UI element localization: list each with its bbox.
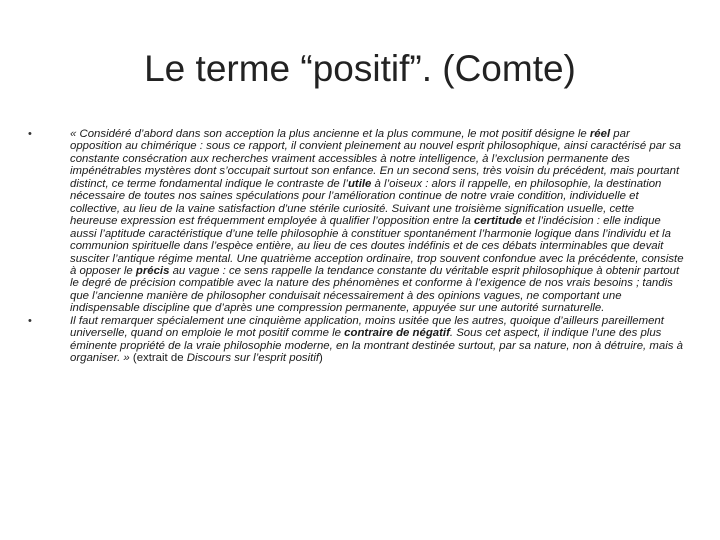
emphasis-utile: utile (347, 177, 372, 190)
emphasis-certitude: certitude (473, 215, 523, 228)
source-prefix: (extrait de (129, 352, 187, 365)
source-title: Discours sur l’esprit positif (186, 352, 320, 365)
bullet-list (28, 128, 684, 365)
emphasis-contraire-de-negatif: contraire de négatif (344, 327, 450, 340)
bullet-item-1 (28, 128, 684, 315)
source-suffix: ) (319, 352, 323, 365)
text-run: à l’oiseux : alors il rappelle, en philosophie, la destination nécessaire de toutes nos saines spéculations pour l’amélioration continue de notre vraie condition, individuelle et collective, au lieu de la vaine satisfaction d’une stérile curiosité. Suivant une troisième signification usuelle, cette heureuse expression est fréquemment employée à qualifier l’opposition entre la (70, 177, 662, 228)
text-run: « Considéré d’abord dans son acception la plus ancienne et la plus commune, le mot positif désigne le (70, 128, 590, 140)
bullet-marker: • (28, 314, 32, 327)
text-run: par opposition au chimérique : sous ce rapport, il convient pleinement au nouvel esprit philosophique, ainsi caractérisé par sa constante consécration aux recherches vraiment accessibles à notre intelligence, à l’exclusion permanente des impénétrables mystères dont s’occupait surtout son enfance. En un second sens, très voisin du précédent, mais pourtant distinct, ce terme fondamental indique le contraste de l’ (70, 128, 682, 190)
emphasis-precis: précis (135, 264, 170, 277)
bullet-text-1 (70, 128, 684, 315)
text-run: au vague : ce sens rappelle la tendance constante du véritable esprit philosophique à obtenir partout le degré de précision compatible avec la nature des phénomènes et conforme à l’exigence de nos vrais besoins ; tandis que l’ancienne manière de philosopher conduisait nécessairement à des opinions vagues, ne comportant une indispensable discipline que d’après une compression permanente, appuyée sur une autorité surnaturelle. (70, 264, 680, 315)
bullet-marker: • (28, 128, 32, 140)
text-run: et l’indécision : elle indique aussi l’aptitude caractéristique d’une telle philosophie à constituer spontanément l’harmonie logique dans l’individu et la communion spirituelle dans l’espèce entière, au lieu de ces doutes indéfinis et de ces débats interminables que devait susciter l’antique régime mental. Une quatrième acception ordinaire, trop souvent confondue avec la précédente, consiste à opposer le (70, 215, 684, 277)
bullet-item-2 (28, 315, 684, 365)
bullet-text-2 (70, 315, 684, 365)
slide-title: Le terme “positif”. (Comte) (144, 48, 576, 89)
text-run: Il faut remarquer spécialement une cinquième application, moins usitée que les autres, quoique d’ailleurs pareillement universelle, quand on emploie le mot positif comme le (70, 314, 664, 340)
emphasis-reel: réel (589, 128, 611, 140)
text-run: . Sous cet aspect, il indique l’une des plus éminente propriété de la vraie philosophie moderne, en la montrant destinée surtout, par sa nature, non à détruire, mais à organiser. » (70, 327, 683, 365)
